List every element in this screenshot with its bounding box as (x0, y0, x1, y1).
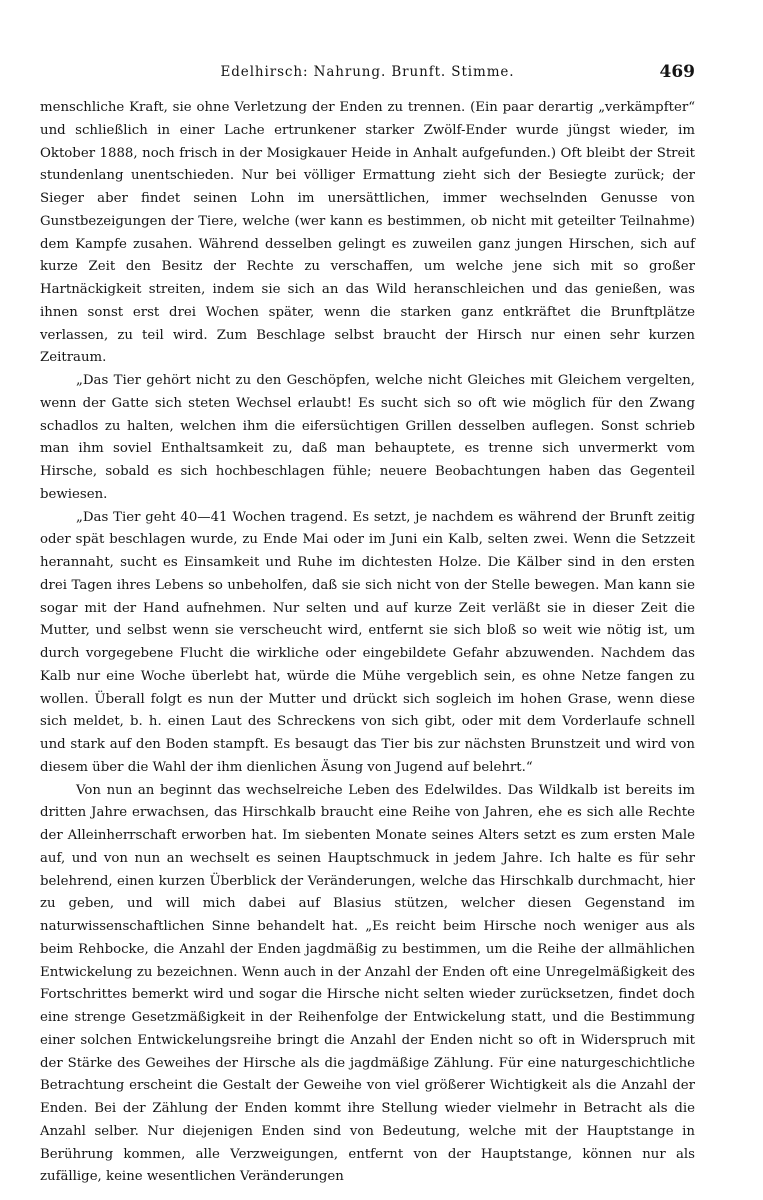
running-head (40, 62, 695, 86)
paragraph-2: „Das Tier gehört nicht zu den Geschöpfen, welche nicht Gleiches mit Gleichem vergelten, wenn der Gatte sich steten Wechsel erlaubt! Es sucht sich so oft wie möglich für den Zwang schadlos zu halten, welchen ihm die eifersüchtigen Grillen desselben auflegen. Sonst schrieb man ihm soviel Enthaltsamkeit zu, daß man behauptete, es trenne sich unvermerkt vom Hirsche, sobald es sich hochbeschlagen fühle; neuere Beobachtungen haben das Gegenteil bewiesen. (40, 373, 695, 502)
body-text (40, 97, 695, 1189)
paragraph-3: „Das Tier geht 40—41 Wochen tragend. Es setzt, je nachdem es während der Brunft zeitig oder spät beschlagen wurde, zu Ende Mai oder im Juni ein Kalb, selten zwei. Wenn die Setzzeit herannaht, sucht es Einsamkeit und Ruhe im dichtesten Holze. Die Kälber sind in den ersten drei Tagen ihres Lebens so unbeholfen, daß sie sich nicht von der Stelle bewegen. Man kann sie sogar mit der Hand aufnehmen. Nur selten und auf kurze Zeit verläßt sie in dieser Zeit die Mutter, und selbst wenn sie verscheucht wird, entfernt sie sich bloß so weit wie nötig ist, um durch vorgegebene Flucht die wirkliche oder eingebildete Gefahr abzuwenden. Nachdem das Kalb nur eine Woche überlebt hat, würde die Mühe vergeblich sein, es ohne Netze fangen zu wollen. Überall folgt es nun der Mutter und drückt sich sogleich im hohen Grase, wenn diese sich meldet, b. h. einen Laut des Schreckens von sich gibt, oder mit dem Vorderlaufe schnell und stark auf den Boden stampft. Es besaugt das Tier bis zur nächsten Brunstzeit und wird von diesem über die Wahl der ihm dienlichen Äsung von Jugend auf belehrt.“ (40, 509, 695, 775)
paragraph-1: menschliche Kraft, sie ohne Verletzung der Enden zu trennen. (Ein paar derartig „verkämpfter“ und schließlich in einer Lache ertrunkener starker Zwölf-Ender wurde jüngst wieder, im Oktober 1888, noch frisch in der Mosigkauer Heide in Anhalt aufgefunden.) Oft bleibt der Streit stundenlang unentschieden. Nur bei völliger Ermattung zieht sich der Besiegte zurück; der Sieger aber findet seinen Lohn im unersättlichen, immer wechselnden Genusse von Gunstbezeigungen der Tiere, welche (wer kann es bestimmen, ob nicht mit geteilter Teilnahme) dem Kampfe zusahen. Während desselben gelingt es zuweilen ganz jungen Hirschen, sich auf kurze Zeit den Besitz der Rechte zu verschaffen, um welche jene sich mit so großer Hartnäckigkeit streiten, indem sie sich an das Wild heranschleichen und das genießen, was ihnen sonst erst drei Wochen später, wenn die starken ganz entkräftet die Brunftplätze verlassen, zu teil wird. Zum Beschlage selbst braucht der Hirsch nur einen sehr kurzen Zeitraum. (40, 100, 695, 366)
paragraph-4: Von nun an beginnt das wechselreiche Leben des Edelwildes. Das Wildkalb ist bereits im dritten Jahre erwachsen, das Hirschkalb braucht eine Reihe von Jahren, ehe es sich alle Rechte der Alleinherrschaft erworben hat. Im siebenten Monate seines Alters setzt es zum ersten Male auf, und von nun an wechselt es seinen Hauptschmuck in jedem Jahre. Ich halte es für sehr belehrend, einen kurzen Überblick der Veränderungen, welche das Hirschkalb durchmacht, hier zu geben, und will mich dabei auf Blasius stützen, welcher diesen Gegenstand im naturwissenschaftlichen Sinne behandelt hat. „Es reicht beim Hirsche noch weniger aus als beim Rehbocke, die Anzahl der Enden jagdmäßig zu bestimmen, um die Reihe der allmählichen Entwickelung zu bezeichnen. Wenn auch in der Anzahl der Enden oft eine Unregelmäßigkeit des Fortschrittes bemerkt wird und sogar die Hirsche nicht selten wieder zurücksetzen, findet doch eine strenge Gesetzmäßigkeit in der Reihenfolge der Entwickelung statt, und die Bestimmung einer solchen Entwickelungsreihe bringt die Anzahl der Enden nicht so oft in Widerspruch mit der Stärke des Geweihes der Hirsche als die jagdmäßige Zählung. Für eine naturgeschichtliche Betrachtung erscheint die Gestalt der Geweihe von viel größerer Wichtigkeit als die Anzahl der Enden. Bei der Zählung der Enden kommt ihre Stellung wieder vielmehr in Betracht als die Anzahl selber. Nur diejenigen Enden sind von Bedeutung, welche mit der Hauptstange in Berührung kommen, alle Verzweigungen, entfernt von der Hauptstange, können nur als zufällige, keine wesentlichen Veränderungen (40, 782, 695, 1185)
running-title: Edelhirsch: Nahrung. Brunft. Stimme. (220, 64, 515, 80)
page-number: 469 (659, 62, 695, 82)
